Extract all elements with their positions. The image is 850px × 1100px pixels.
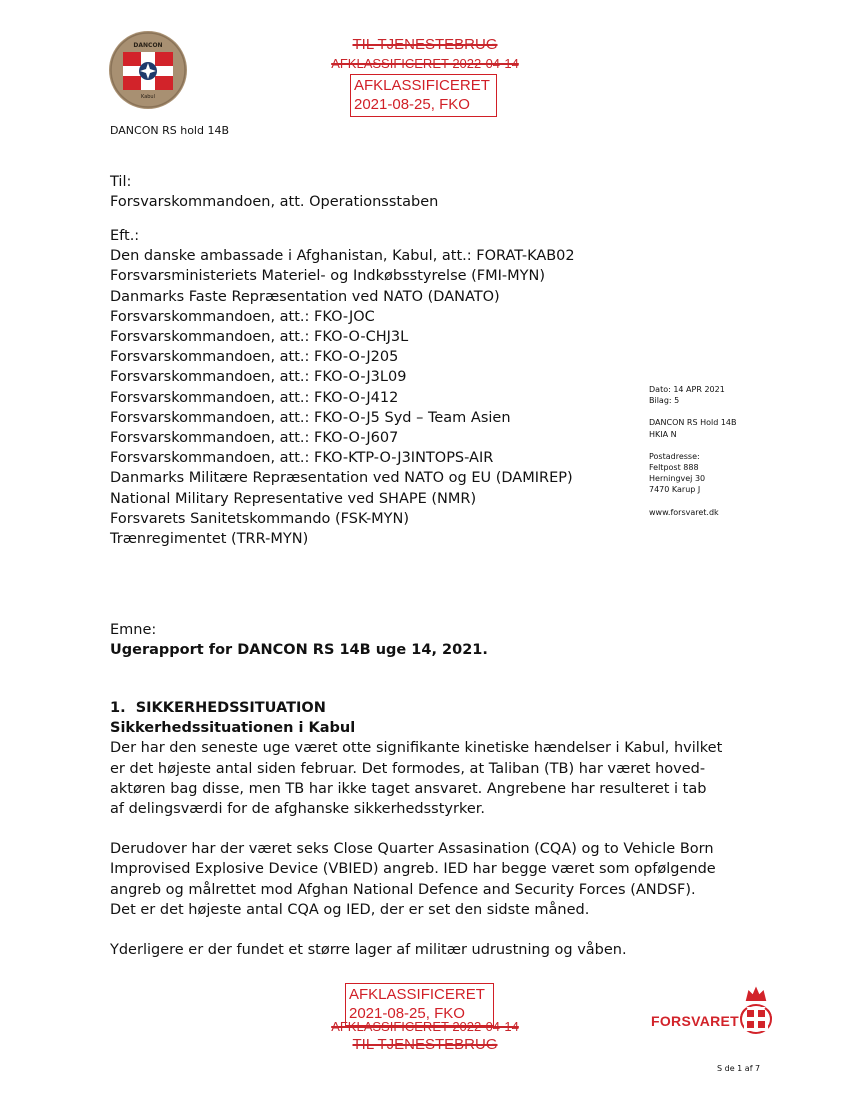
postal-line: Feltpost 888 [649,463,699,473]
logo-text-bottom: Kabul [141,94,155,100]
postal-line: 7470 Karup J [649,485,701,495]
cc-recipient: Forsvarets Sanitetskommando (FSK-MYN) [110,510,410,527]
cc-recipient: Forsvarsministeriets Materiel- og Indkøbsstyrelse (FMI-MYN) [110,268,546,285]
stamp-line-1: AFKLASSIFICERET [354,77,490,94]
cc-recipient: Forsvarskommandoen, att.: FKO-O-J5 Syd – Team Asien [110,409,511,426]
paragraph-line: Det er det højeste antal CQA og IED, der er set den sidste måned. [110,901,590,918]
cc-recipient: Forsvarskommandoen, att.: FKO-O-J607 [110,430,399,447]
cc-block [110,226,575,549]
to-recipient: Forsvarskommandoen, att. Operationsstaben [110,194,439,211]
subject-block [110,620,488,660]
cc-recipient: Forsvarskommandoen, att.: FKO-O-CHJ3L [110,329,409,346]
cc-recipient: Forsvarskommandoen, att.: FKO-O-J205 [110,349,399,366]
paragraph-2 [110,839,722,920]
cc-label: Eft.: [110,228,140,244]
cc-recipient: Danmarks Militære Repræsentation ved NATO og EU (DAMIREP) [110,470,573,487]
stamp-line-2: 2021-08-25, FKO [354,96,470,113]
subject-title: Ugerapport for DANCON RS 14B uge 14, 2021. [110,642,488,659]
paragraph-line: Improvised Explosive Device (VBIED) angreb. IED har begge været som opfølgende [110,861,716,878]
paragraph-line: af delingsværdi for de afghanske sikkerhedsstyrker. [110,801,485,818]
to-label: Til: [110,174,132,190]
cc-recipient: Danmarks Faste Repræsentation ved NATO (DANATO) [110,288,500,305]
section-subheading: Sikkerhedssituationen i Kabul [110,720,356,737]
paragraph-line: Derudover har der været seks Close Quarter Assasination (CQA) og to Vehicle Born [110,841,714,858]
paragraph-line: angreb og målrettet mod Afghan National Defence and Security Forces (ANDSF). [110,881,696,898]
cc-recipient: Forsvarskommandoen, att.: FKO-O-J412 [110,389,399,406]
paragraph-line: aktøren bag disse, men TB har ikke taget ansvaret. Angrebene har resulteret i tab [110,780,707,797]
cc-recipient: National Military Representative ved SHAPE (NMR) [110,490,477,507]
paragraph-3 [110,940,722,960]
cc-recipient: Forsvarskommandoen, att.: FKO-KTP-O-J3INTOPS-AIR [110,450,494,467]
paragraph-1 [110,738,722,819]
crown-cross-icon [737,986,775,1040]
cc-recipient: Forsvarskommandoen, att.: FKO-O-J3L09 [110,369,407,386]
section-heading: 1. SIKKERHEDSSITUATION [110,700,326,716]
section-security [110,698,722,960]
reference-field: HKIA N [649,429,677,439]
classification-marking-struck-footer: TIL TJENESTEBRUG [352,1036,498,1053]
cc-recipient: Trænregimentet (TRR-MYN) [110,531,309,548]
dancon-logo [108,30,188,110]
unit-label: DANCON RS hold 14B [110,124,229,137]
paragraph-line: er det højeste antal siden februar. Det formodes, at Taliban (TB) har været hoved- [110,760,706,777]
date-field: Dato: 14 APR 2021 [649,385,725,394]
cc-recipient: Den danske ambassade i Afghanistan, Kabul, att.: FORAT-KAB02 [110,248,575,265]
postal-line: Herningvej 30 [649,474,706,484]
cc-recipient: Forsvarskommandoen, att.: FKO-JOC [110,308,375,325]
declassified-stamp [350,74,497,117]
declassification-date-struck: AFKLASSIFICERET 2022-04-14 [331,56,519,71]
stamp-line-2: 2021-08-25, FKO [349,1005,465,1022]
page-number: S de 1 af 7 [717,1064,761,1073]
document-metadata [649,384,737,518]
postal-label: Postadresse: [649,451,700,461]
to-block [110,172,438,212]
forsvaret-wordmark: FORSVARET [651,1013,739,1029]
paragraph-line: Der har den seneste uge været otte signifikante kinetiske hændelser i Kabul, hvilket [110,740,723,757]
sender-field: DANCON RS Hold 14B [649,418,737,428]
subject-label: Emne: [110,622,157,638]
paragraph-line: Yderligere er der fundet et større lager af militær udrustning og våben. [110,942,627,959]
classification-marking-struck: TIL TJENESTEBRUG [352,36,498,53]
logo-text-top: DANCON [133,42,163,49]
declassification-date-struck-footer: AFKLASSIFICERET 2022-04-14 [331,1019,519,1034]
stamp-line-1: AFKLASSIFICERET [349,986,485,1003]
attachments-field: Bilag: 5 [649,396,680,406]
website-link[interactable]: www.forsvaret.dk [649,507,719,517]
